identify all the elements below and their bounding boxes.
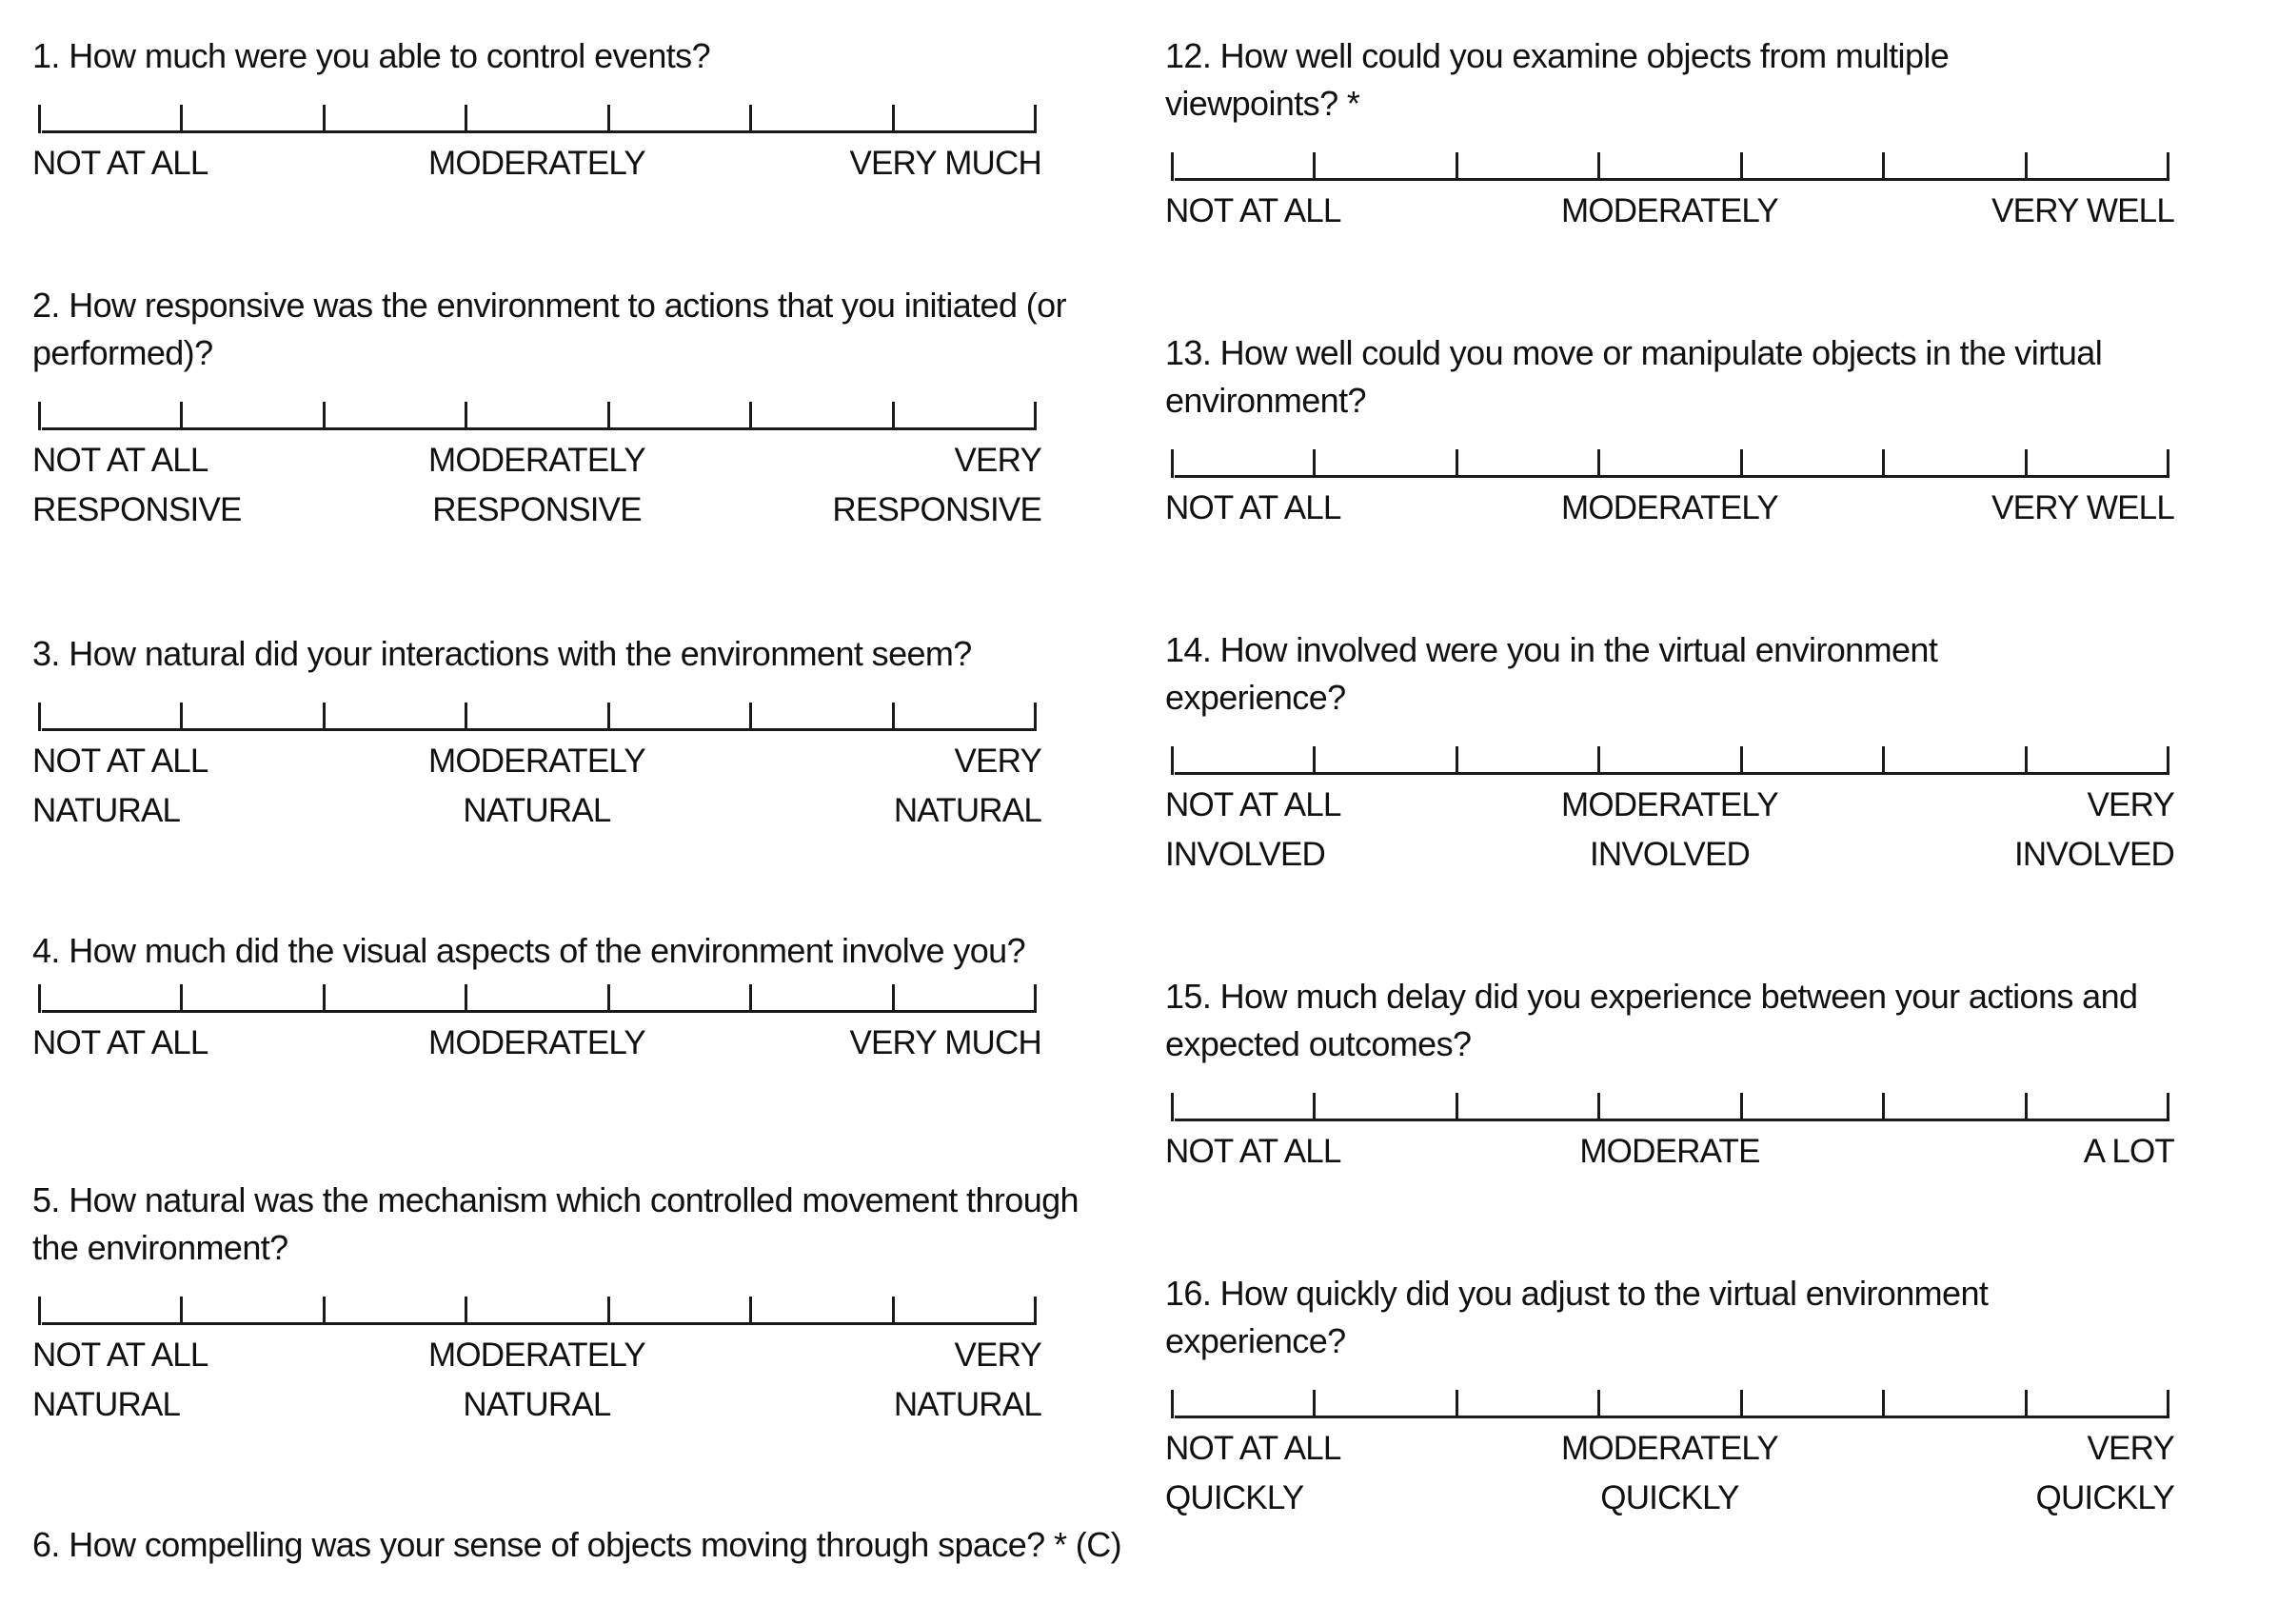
scale-tick[interactable] <box>38 984 41 1013</box>
scale-tick[interactable] <box>892 105 895 133</box>
question-2 <box>32 282 1127 535</box>
question-text: 12. How well could you examine objects from multiple viewpoints? * <box>1165 36 1950 123</box>
scale-tick[interactable] <box>607 984 610 1013</box>
anchor-low: NOT AT ALL <box>1165 489 1341 526</box>
scale-tick[interactable] <box>749 703 752 731</box>
anchor-low: NOT AT ALL <box>1165 192 1341 229</box>
rating-scale[interactable] <box>1165 741 2174 781</box>
scale-baseline <box>42 1322 1036 1325</box>
anchor-mid: MODERATELY QUICKLY <box>1561 1430 1778 1516</box>
question-5 <box>32 1177 1127 1430</box>
anchor-low: NOT AT ALL INVOLVED <box>1165 786 1341 873</box>
question-text: 14. How involved were you in the virtual environment experience? <box>1165 630 1938 717</box>
question-text: 4. How much did the visual aspects of the environment involve you? <box>32 931 1025 970</box>
scale-tick[interactable] <box>1882 1390 1885 1418</box>
scale-baseline <box>1175 178 2169 181</box>
scale-tick[interactable] <box>180 984 183 1013</box>
scale-anchors <box>1165 484 2174 533</box>
scale-tick[interactable] <box>1456 746 1458 775</box>
anchor-high: VERY MUCH <box>849 145 1041 182</box>
scale-tick[interactable] <box>1313 1390 1316 1418</box>
scale-tick[interactable] <box>38 1297 41 1325</box>
anchor-high: VERY WELL <box>1991 192 2174 229</box>
scale-tick[interactable] <box>1597 449 1600 478</box>
scale-tick[interactable] <box>465 1297 467 1325</box>
rating-scale[interactable] <box>1165 147 2174 187</box>
anchor-low: NOT AT ALL RESPONSIVE <box>32 442 242 528</box>
anchor-high: VERY INVOLVED <box>2013 786 2174 873</box>
scale-anchors <box>1165 781 2174 880</box>
question-1 <box>32 32 1127 188</box>
rating-scale[interactable] <box>32 396 1041 436</box>
question-6 <box>32 1521 1127 1569</box>
question-12 <box>1165 32 2260 236</box>
scale-tick[interactable] <box>323 105 326 133</box>
rating-scale[interactable] <box>32 1291 1041 1331</box>
anchor-mid: MODERATELY NATURAL <box>428 1337 645 1423</box>
scale-tick[interactable] <box>2167 1093 2169 1121</box>
scale-tick[interactable] <box>1313 152 1316 181</box>
scale-tick[interactable] <box>1034 105 1037 133</box>
scale-tick[interactable] <box>1456 449 1458 478</box>
scale-tick[interactable] <box>38 402 41 430</box>
scale-anchors <box>32 139 1041 188</box>
scale-tick[interactable] <box>1882 746 1885 775</box>
scale-tick[interactable] <box>2167 449 2169 478</box>
scale-tick[interactable] <box>465 984 467 1013</box>
anchor-low: NOT AT ALL QUICKLY <box>1165 1430 1341 1516</box>
scale-tick[interactable] <box>465 703 467 731</box>
anchor-high: VERY NATURAL <box>893 743 1041 829</box>
anchor-mid: MODERATE <box>1579 1133 1760 1170</box>
rating-scale[interactable] <box>32 99 1041 139</box>
scale-tick[interactable] <box>892 402 895 430</box>
scale-baseline <box>1175 475 2169 478</box>
anchor-high: VERY QUICKLY <box>2035 1430 2174 1516</box>
rating-scale[interactable] <box>32 979 1041 1019</box>
scale-tick[interactable] <box>2025 1093 2028 1121</box>
scale-tick[interactable] <box>180 703 183 731</box>
scale-tick[interactable] <box>1034 984 1037 1013</box>
scale-tick[interactable] <box>1313 746 1316 775</box>
scale-tick[interactable] <box>1882 449 1885 478</box>
scale-anchors <box>32 1331 1041 1430</box>
scale-tick[interactable] <box>1171 1093 1174 1121</box>
scale-tick[interactable] <box>1456 1390 1458 1418</box>
question-4 <box>32 927 1127 1068</box>
scale-baseline <box>42 728 1036 731</box>
scale-tick[interactable] <box>1456 1093 1458 1121</box>
anchor-mid: MODERATELY <box>1561 192 1778 229</box>
scale-tick[interactable] <box>1034 402 1037 430</box>
anchor-low: NOT AT ALL <box>32 145 208 182</box>
scale-tick[interactable] <box>180 402 183 430</box>
scale-tick[interactable] <box>1171 746 1174 775</box>
scale-tick[interactable] <box>749 402 752 430</box>
scale-tick[interactable] <box>323 703 326 731</box>
scale-anchors <box>32 436 1041 535</box>
rating-scale[interactable] <box>32 697 1041 737</box>
scale-tick[interactable] <box>1456 152 1458 181</box>
anchor-high: VERY MUCH <box>849 1024 1041 1061</box>
question-text: 16. How quickly did you adjust to the virtual environment experience? <box>1165 1274 1989 1360</box>
scale-anchors <box>1165 187 2174 236</box>
scale-tick[interactable] <box>1740 746 1743 775</box>
question-text: 13. How well could you move or manipulate objects in the virtual environment? <box>1165 333 2103 420</box>
scale-anchors <box>1165 1424 2174 1523</box>
scale-tick[interactable] <box>2025 449 2028 478</box>
scale-tick[interactable] <box>749 1297 752 1325</box>
scale-tick[interactable] <box>607 1297 610 1325</box>
scale-tick[interactable] <box>2167 152 2169 181</box>
scale-tick[interactable] <box>1171 449 1174 478</box>
scale-tick[interactable] <box>1313 449 1316 478</box>
scale-tick[interactable] <box>38 703 41 731</box>
scale-tick[interactable] <box>1034 703 1037 731</box>
scale-tick[interactable] <box>892 984 895 1013</box>
scale-tick[interactable] <box>1740 152 1743 181</box>
scale-baseline <box>42 1010 1036 1013</box>
scale-tick[interactable] <box>1034 1297 1037 1325</box>
anchor-mid: MODERATELY <box>428 145 645 182</box>
scale-baseline <box>1175 1416 2169 1418</box>
anchor-high: VERY NATURAL <box>893 1337 1041 1423</box>
scale-tick[interactable] <box>1882 1093 1885 1121</box>
question-text: 6. How compelling was your sense of objects moving through space? * (C) <box>32 1525 1121 1564</box>
scale-anchors <box>1165 1127 2174 1177</box>
question-13 <box>1165 329 2260 533</box>
question-14 <box>1165 626 2260 880</box>
question-text: 1. How much were you able to control events? <box>32 36 710 75</box>
scale-tick[interactable] <box>1882 152 1885 181</box>
anchor-low: NOT AT ALL <box>1165 1133 1341 1170</box>
scale-tick[interactable] <box>2025 152 2028 181</box>
scale-tick[interactable] <box>323 402 326 430</box>
scale-tick[interactable] <box>607 105 610 133</box>
question-text: 2. How responsive was the environment to actions that you initiated (or performed)? <box>32 286 1066 372</box>
scale-tick[interactable] <box>323 984 326 1013</box>
scale-baseline <box>1175 772 2169 775</box>
scale-tick[interactable] <box>2025 1390 2028 1418</box>
question-3 <box>32 630 1127 836</box>
scale-tick[interactable] <box>1740 449 1743 478</box>
scale-anchors <box>32 737 1041 836</box>
anchor-mid: MODERATELY RESPONSIVE <box>428 442 645 528</box>
anchor-mid: MODERATELY <box>428 1024 645 1061</box>
rating-scale[interactable] <box>1165 1384 2174 1424</box>
anchor-low: NOT AT ALL NATURAL <box>32 1337 208 1423</box>
scale-tick[interactable] <box>1313 1093 1316 1121</box>
scale-tick[interactable] <box>892 1297 895 1325</box>
scale-tick[interactable] <box>1171 1390 1174 1418</box>
scale-tick[interactable] <box>180 1297 183 1325</box>
anchor-mid: MODERATELY NATURAL <box>428 743 645 829</box>
scale-tick[interactable] <box>2025 746 2028 775</box>
scale-baseline <box>42 130 1036 133</box>
scale-tick[interactable] <box>180 105 183 133</box>
scale-tick[interactable] <box>892 703 895 731</box>
scale-tick[interactable] <box>1740 1390 1743 1418</box>
scale-tick[interactable] <box>465 105 467 133</box>
question-16 <box>1165 1270 2260 1523</box>
scale-tick[interactable] <box>1597 1093 1600 1121</box>
anchor-low: NOT AT ALL NATURAL <box>32 743 208 829</box>
scale-tick[interactable] <box>607 402 610 430</box>
question-text: 3. How natural did your interactions with the environment seem? <box>32 634 972 673</box>
scale-tick[interactable] <box>38 105 41 133</box>
anchor-high: VERY WELL <box>1991 489 2174 526</box>
scale-tick[interactable] <box>1597 152 1600 181</box>
rating-scale[interactable] <box>1165 1087 2174 1127</box>
anchor-high: A LOT <box>2083 1133 2174 1170</box>
question-text: 5. How natural was the mechanism which controlled movement through the environment? <box>32 1180 1079 1267</box>
scale-tick[interactable] <box>749 105 752 133</box>
scale-tick[interactable] <box>1597 746 1600 775</box>
scale-baseline <box>1175 1119 2169 1121</box>
scale-tick[interactable] <box>323 1297 326 1325</box>
scale-anchors <box>32 1019 1041 1068</box>
scale-tick[interactable] <box>2167 746 2169 775</box>
scale-tick[interactable] <box>1171 152 1174 181</box>
anchor-high: VERY RESPONSIVE <box>832 442 1041 528</box>
anchor-mid: MODERATELY <box>1561 489 1778 526</box>
question-text: 15. How much delay did you experience between your actions and expected outcomes? <box>1165 977 2138 1063</box>
scale-tick[interactable] <box>465 402 467 430</box>
scale-tick[interactable] <box>607 703 610 731</box>
scale-tick[interactable] <box>749 984 752 1013</box>
scale-baseline <box>42 427 1036 430</box>
rating-scale[interactable] <box>1165 444 2174 484</box>
anchor-mid: MODERATELY INVOLVED <box>1561 786 1778 873</box>
scale-tick[interactable] <box>1740 1093 1743 1121</box>
scale-tick[interactable] <box>1597 1390 1600 1418</box>
anchor-low: NOT AT ALL <box>32 1024 208 1061</box>
scale-tick[interactable] <box>2167 1390 2169 1418</box>
question-15 <box>1165 973 2260 1177</box>
